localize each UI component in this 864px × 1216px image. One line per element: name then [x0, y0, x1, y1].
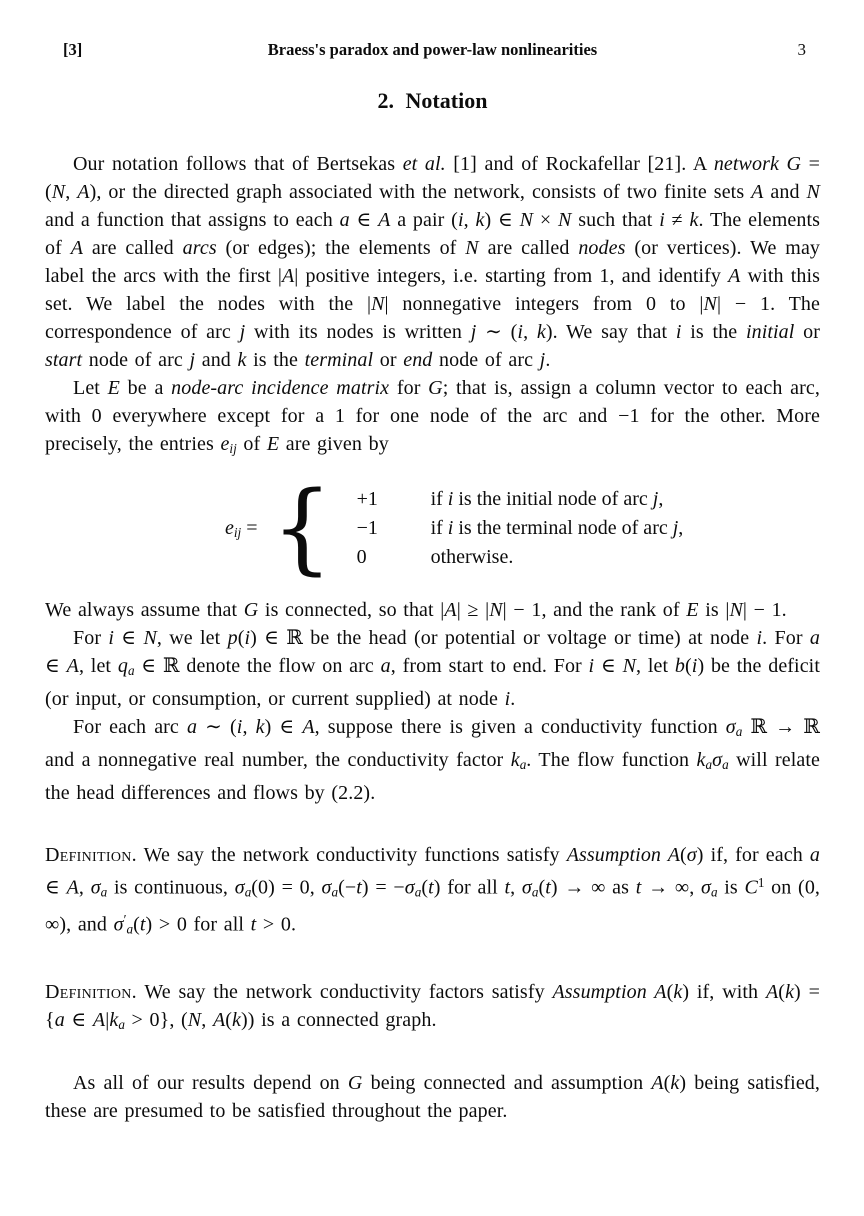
case-condition: otherwise. [430, 545, 514, 568]
page-header [45, 40, 820, 62]
left-brace: { [271, 470, 333, 585]
case-value: −1 [356, 516, 378, 539]
equation-case-row [357, 543, 684, 572]
case-condition: if i is the terminal node of arc j, [430, 516, 684, 539]
page-number: 3 [797, 40, 806, 59]
paragraph-notation-intro: Our notation follows that of Bertsekas et al. [1] and of Rockafellar [21]. A network G = (N, A), or the directed graph associated with the network, consists of two finite sets A and N and a function that assigns to each a ∈ A a pair (i, k) ∈ N × N such that i ≠ k. The elements of A are called arcs (or edges); the elements of N are called nodes (or vertices). We may label the arcs with the first |A| positive integers, i.e. starting from 1, and identify A with this set. We label the nodes with the |N| nonnegative integers from 0 to |N| − 1. The correspondence of arc j with its nodes is written j ∼ (i, k). We say that i is the initial or start node of arc j and k is the terminal or end node of arc j. [45, 153, 821, 371]
paragraph-heads-flows-deficits: For i ∈ N, we let p(i) ∈ ℝ be the head (or potential or voltage or time) at node i. For a ∈ A, let qa ∈ ℝ denote the flow on arc a, from start to end. For i ∈ N, let b(i) be the deficit (or input, or consumption, or current supplied) at node i. [45, 627, 821, 710]
citation-mark: [3] [63, 40, 83, 59]
running-title: Braess's paradox and power-law nonlinearities [267, 40, 598, 59]
equation-cases [357, 485, 684, 572]
equation-case-row [357, 514, 684, 543]
paragraph-incidence-matrix: Let E be a node-arc incidence matrix for G; that is, assign a column vector to each arc, with 0 everywhere except for a 1 for one node of the arc and −1 for the other. More precisely, the entries eij of E are given by [45, 377, 820, 456]
incidence-equation [45, 470, 820, 585]
case-value: +1 [356, 487, 378, 510]
definition-assumption-sigma: Definition. We say the network conductivity functions satisfy Assumption A(σ) if, for each a ∈ A, σa is continuous, σa(0) = 0, σa(−t) = −σa(t) for all t, σa(t) → ∞ as t → ∞, σa is $C^1$ on (0, ∞), and σ′a(t) > 0 for all t > 0. [45, 843, 821, 937]
paragraph-connected-rank: We always assume that G is connected, so that |A| ≥ |N| − 1, and the rank of E is |N| − 1. [45, 599, 787, 622]
paragraph-conductivity-functions: For each arc a ∼ (i, k) ∈ A, suppose there is given a conductivity function σa ℝ → ℝ and a nonnegative real number, the conductivity factor ka. The flow function kaσa will relate the head differences and flows by (2.2). [45, 715, 821, 804]
equation-lhs: eij = [225, 516, 258, 540]
case-condition: if i is the initial node of arc j, [430, 487, 664, 510]
paragraph-closing-remark: As all of our results depend on G being connected and assumption A(k) being satisfied, these are presumed to be satisfied throughout the paper. [45, 1071, 820, 1122]
case-value: 0 [356, 545, 367, 568]
definition-assumption-k: Definition. We say the network conductivity factors satisfy Assumption A(k) if, with A(k) = {a ∈ A|ka > 0}, (N, A(k)) is a connected graph. [45, 980, 820, 1032]
equation-case-row [357, 485, 684, 514]
section-title: 2. Notation [377, 88, 488, 113]
